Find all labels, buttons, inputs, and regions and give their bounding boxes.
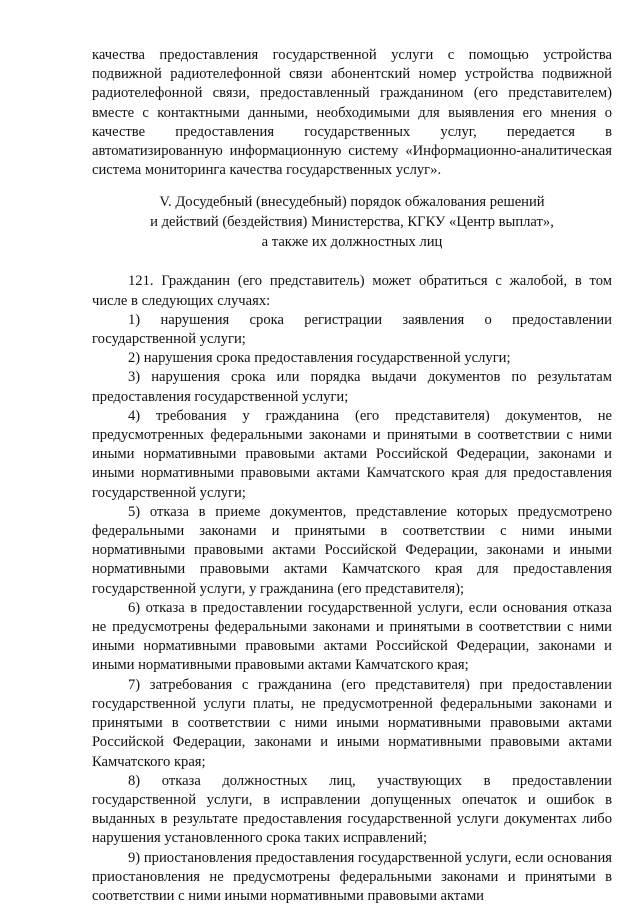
spacer <box>92 252 612 272</box>
list-item-3: 3) нарушения срока или порядка выдачи документов по результатам предоставления государственной услуги; <box>92 369 612 405</box>
list-item-7: 7) затребования с гражданина (его представителя) при предоставлении государственной услуги платы, не предусмотренной федеральными законами и принятыми в соответствии с ними иными нормативными правовыми актами Российской Федерации, законами и иными нормативными правовыми актами Камчатского края; <box>92 676 612 770</box>
list-item-4: 4) требования у гражданина (его представителя) документов, не предусмотренных федеральными законами и принятыми в соответствии с ними иными нормативными правовыми актами Российской Федерации, законами и иными нормативными правовыми актами Камчатского края для предоставления государственной услуги; <box>92 407 612 501</box>
section-heading <box>92 192 612 252</box>
list-item-1: 1) нарушения срока регистрации заявления о предоставлении государственной услуги; <box>92 311 612 348</box>
list-item-5: 5) отказа в приеме документов, представление которых предусмотрено федеральными законами и принятыми в соответствии с ними иными нормативными правовыми актами Российской Федерации, законами и иными нормативными правовыми актами Камчатского края для предоставления государственной услуги, у гражданина (его представителя); <box>92 503 612 597</box>
section-heading-line-3: а также их должностных лиц <box>261 234 443 251</box>
intro-paragraph: качества предоставления государственной услуги с помощью устройства подвижной радиотелефонной связи абонентский номер устройства подвижной радиотелефонной связи, предоставленный гражданином (его представителем) вместе с контактными данными, необходимыми для выявления его мнения о качестве предоставления государственных услуг, передается в автоматизированную информационную систему «Информационно-аналитическая система мониторинга качества государственных услуг». <box>92 47 612 179</box>
list-item-2: 2) нарушения срока предоставления государственной услуги; <box>128 350 511 367</box>
section-heading-line-2: и действий (бездействия) Министерства, КГКУ «Центр выплат», <box>150 214 554 231</box>
list-item-6: 6) отказа в предоставлении государственной услуги, если основания отказа не предусмотрены федеральными законами и принятыми в соответствии с ними иными нормативными правовыми актами Российской Федерации, законами и иными нормативными правовыми актами Камчатского края; <box>92 599 612 674</box>
list-item-9: 9) приостановления предоставления государственной услуги, если основания приостановления не предусмотрены федеральными законами и принятыми в соответствии с ними иными нормативными правовыми актами <box>92 849 612 904</box>
document-page <box>92 46 612 906</box>
list-item-8: 8) отказа должностных лиц, участвующих в предоставлении государственной услуги, в исправлении допущенных опечаток и ошибок в выданных в результате предоставления государственной услуги документах либо нарушения установленного срока таких исправлений; <box>92 772 612 847</box>
section-heading-line-1: V. Досудебный (внесудебный) порядок обжалования решений <box>159 194 545 211</box>
paragraph-121: 121. Гражданин (его представитель) может обратиться с жалобой, в том числе в следующих случаях: <box>92 273 612 309</box>
